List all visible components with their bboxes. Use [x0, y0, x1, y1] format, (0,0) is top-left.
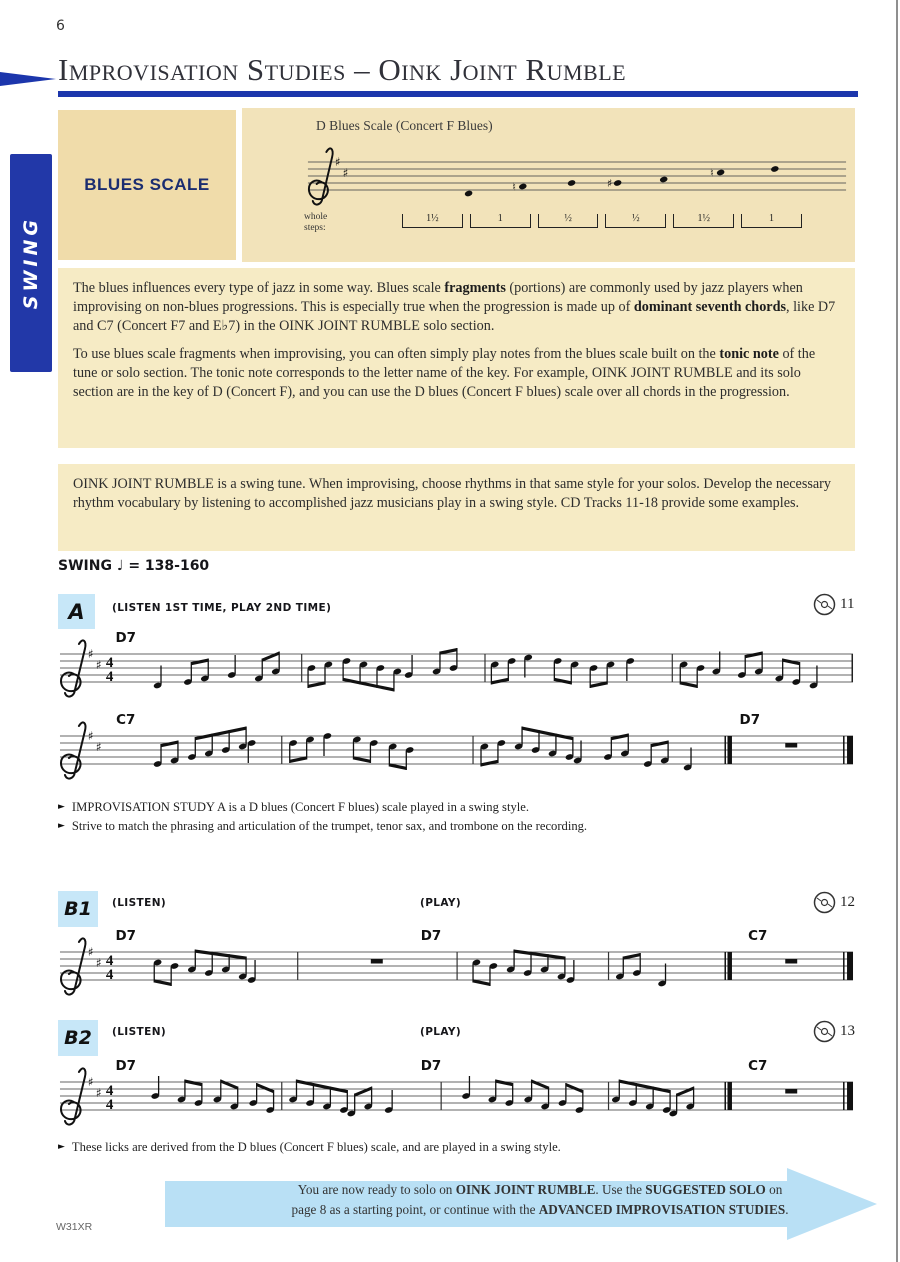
publisher-code: W31XR — [56, 1221, 93, 1233]
paragraph: OINK JOINT RUMBLE is a swing tune. When improvising, choose rhythms in that same style for your solos. Develop the necessary rhythm vocabulary by listening to accomplished jazz musicians play in a swing style. CD Tracks 11-18 provide some examples. — [73, 476, 831, 512]
staff-b2 — [58, 1058, 855, 1134]
svg-text:C7: C7 — [116, 712, 136, 729]
section-b1-listen: (LISTEN) — [112, 897, 167, 909]
svg-text:C7: C7 — [748, 928, 768, 945]
svg-text:D7: D7 — [420, 928, 442, 945]
svg-text:4: 4 — [105, 1082, 114, 1100]
svg-text:♯: ♯ — [342, 165, 349, 181]
staff-a-line1 — [58, 630, 855, 706]
whole-steps-label: whole steps: — [304, 212, 328, 233]
section-a-instruction: (LISTEN 1ST TIME, PLAY 2ND TIME) — [112, 602, 332, 614]
svg-text:♯: ♯ — [87, 944, 94, 960]
track-number: 11 — [840, 596, 855, 612]
sidebar-swing-label: SWING — [20, 216, 42, 310]
scale-caption: D Blues Scale (Concert F Blues) — [316, 118, 493, 133]
bullet-item: ► These licks are derived from the D blues (Concert F blues) scale, and are played in a swing style. — [58, 1138, 855, 1157]
bullet-triangle-icon: ► — [58, 1142, 65, 1152]
svg-text:4: 4 — [105, 654, 114, 672]
svg-text:♯: ♯ — [607, 176, 613, 191]
interval-bracket — [741, 214, 802, 228]
bullet-triangle-icon: ► — [58, 820, 65, 831]
footer-line-2: page 8 as a starting point, or continue with the ADVANCED IMPROVISATION STUDIES. — [291, 1202, 789, 1218]
cd-track-12 — [812, 890, 855, 915]
cd-track-11 — [812, 592, 854, 617]
svg-text:♮: ♮ — [709, 166, 714, 180]
svg-text:♯: ♯ — [95, 657, 102, 673]
interval-bracket — [402, 214, 463, 228]
closing-bullet — [58, 1138, 855, 1157]
sidebar-swing-tab — [10, 154, 52, 372]
cd-icon — [812, 890, 837, 915]
interval-label: 1½ — [426, 213, 439, 224]
footer-line-1: You are now ready to solo on OINK JOINT RUMBLE. Use the SUGGESTED SOLO on — [297, 1182, 783, 1197]
footer-arrow-text — [240, 1180, 840, 1221]
section-b2-play: (PLAY) — [420, 1026, 462, 1038]
track-number: 13 — [840, 1023, 855, 1039]
title-rule — [58, 91, 858, 97]
svg-text:D7: D7 — [115, 1058, 137, 1075]
section-b1-play: (PLAY) — [420, 897, 462, 909]
paragraph: The blues influences every type of jazz in some way. Blues scale fragments (portions) are commonly used by jazz players when improvising on non-blues progressions. This is especially true when the progression is made up of dominant seventh chords, like D7 and C7 (Concert F7 and E♭7) in the OINK JOINT RUMBLE solo section. — [73, 280, 836, 335]
info-box-blues — [58, 268, 855, 448]
svg-text:4: 4 — [105, 952, 114, 970]
svg-text:♯: ♯ — [95, 955, 102, 971]
svg-text:D7: D7 — [115, 630, 137, 647]
bullet-item: ► IMPROVISATION STUDY A is a D blues (Concert F blues) scale played in a swing style. — [58, 798, 855, 817]
interval-brackets — [402, 214, 802, 230]
svg-text:4: 4 — [105, 1096, 114, 1114]
svg-text:D7: D7 — [115, 928, 137, 945]
title-pennant-icon — [0, 68, 56, 90]
staff-b1 — [58, 928, 855, 1004]
tempo-marking: SWING ♩ = 138-160 — [58, 558, 210, 574]
svg-text:D7: D7 — [420, 1058, 442, 1075]
bullet-item: ► Strive to match the phrasing and articulation of the trumpet, tenor sax, and trombone on the recording. — [58, 817, 855, 836]
interval-label: 1 — [497, 213, 503, 224]
section-b2-box: B2 — [58, 1020, 98, 1056]
svg-text:4: 4 — [105, 668, 114, 686]
svg-text:♯: ♯ — [335, 154, 341, 170]
blues-scale-heading: BLUES SCALE — [84, 175, 210, 194]
interval-label: 1 — [769, 213, 775, 224]
cd-track-13 — [812, 1019, 855, 1044]
interval-bracket — [470, 214, 531, 228]
bullet-triangle-icon: ► — [58, 802, 65, 812]
interval-label: ½ — [632, 213, 640, 224]
blues-scale-label-box — [58, 110, 236, 260]
page-title: Improvisation Studies – Oink Joint Rumble — [58, 52, 627, 87]
svg-text:♯: ♯ — [87, 1074, 94, 1090]
scan-edge-line — [896, 0, 898, 1262]
svg-text:C7: C7 — [748, 1058, 768, 1075]
section-a-box: A — [58, 594, 95, 629]
quarter-note-icon: ♩ — [116, 558, 124, 574]
interval-label: 1½ — [697, 213, 710, 224]
interval-bracket — [673, 214, 734, 228]
track-number: 12 — [840, 894, 855, 910]
interval-bracket — [538, 214, 599, 228]
page-number: 6 — [56, 18, 65, 34]
blues-scale-staff — [306, 138, 848, 214]
staff-a-line2 — [58, 712, 855, 788]
svg-text:♯: ♯ — [95, 1085, 102, 1101]
svg-text:♯: ♯ — [87, 728, 94, 744]
interval-bracket — [605, 214, 666, 228]
svg-text:♮: ♮ — [512, 180, 516, 194]
svg-text:♯: ♯ — [95, 739, 102, 755]
paragraph: To use blues scale fragments when improvising, you can often simply play notes from the blues scale built on the tonic note of the tune or solo section. The tonic note corresponds to the letter name of the key. For example, OINK JOINT RUMBLE and its solo section are in the key of D (Concert F), and you can use the D blues (Concert F blues) scale over all chords in the progression. — [73, 346, 816, 401]
blues-scale-notation-box — [242, 108, 855, 262]
svg-text:D7: D7 — [739, 712, 761, 729]
section-b1-box: B1 — [58, 891, 98, 927]
interval-label: ½ — [564, 213, 572, 224]
cd-icon — [812, 592, 837, 617]
cd-icon — [812, 1019, 837, 1044]
svg-text:4: 4 — [105, 966, 114, 984]
svg-text:♯: ♯ — [87, 646, 94, 662]
section-b2-listen: (LISTEN) — [112, 1026, 167, 1038]
info-box-swing — [58, 464, 855, 551]
section-a-bullets — [58, 798, 855, 836]
